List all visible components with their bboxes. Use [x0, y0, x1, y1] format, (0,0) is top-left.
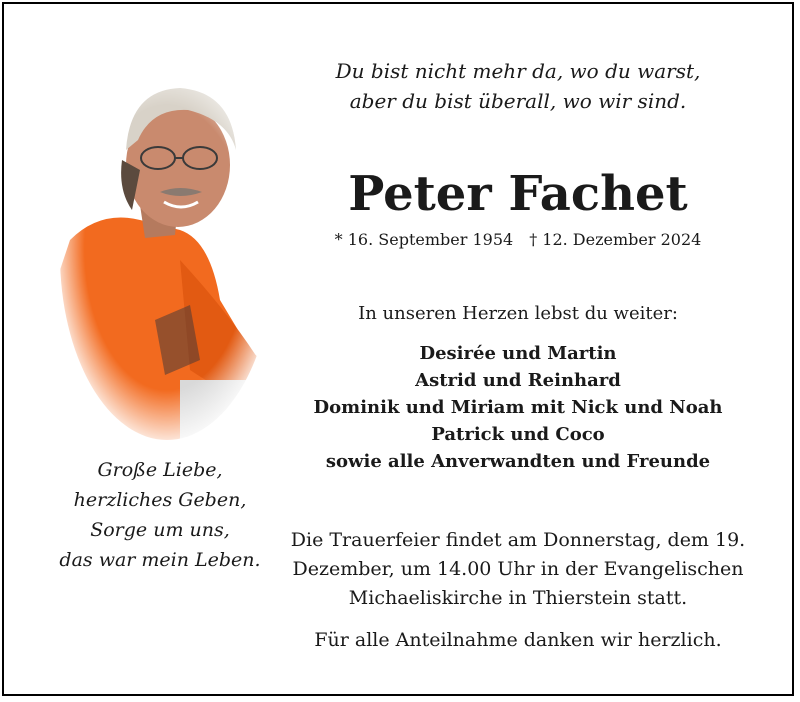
death-date: † 12. Dezember 2024: [529, 230, 702, 249]
motto-line-2: aber du bist überall, wo wir sind.: [349, 89, 687, 113]
portrait-photo: [60, 70, 275, 440]
motto: [288, 56, 748, 116]
left-verse: [40, 455, 280, 575]
family-list: [288, 340, 748, 475]
motto-line-1: Du bist nicht mehr da, wo du warst,: [335, 59, 701, 83]
life-dates: [288, 228, 748, 252]
birth-date: * 16. September 1954: [334, 230, 514, 249]
service-info: [288, 526, 748, 613]
family-line: sowie alle Anverwandten und Freunde: [325, 451, 711, 472]
family-line: Dominik und Miriam mit Nick und Noah: [313, 397, 723, 418]
verse-line: Sorge um uns,: [90, 519, 230, 541]
family-line: Patrick und Coco: [431, 424, 605, 445]
service-line: Dezember, um 14.00 Uhr in der Evangelischen: [292, 558, 744, 580]
verse-line: herzliches Geben,: [73, 489, 247, 511]
service-line: Michaeliskirche in Thierstein statt.: [348, 587, 688, 609]
service-line: Die Trauerfeier findet am Donnerstag, dem 19.: [290, 529, 746, 551]
verse-line: das war mein Leben.: [59, 549, 261, 571]
thanks-note: Für alle Anteilnahme danken wir herzlich.: [314, 629, 722, 651]
verse-line: Große Liebe,: [97, 459, 223, 481]
deceased-name: Peter Fachet: [348, 166, 688, 222]
family-line: Astrid und Reinhard: [415, 370, 621, 391]
family-line: Desirée und Martin: [419, 343, 617, 364]
family-intro: In unseren Herzen lebst du weiter:: [358, 303, 678, 324]
